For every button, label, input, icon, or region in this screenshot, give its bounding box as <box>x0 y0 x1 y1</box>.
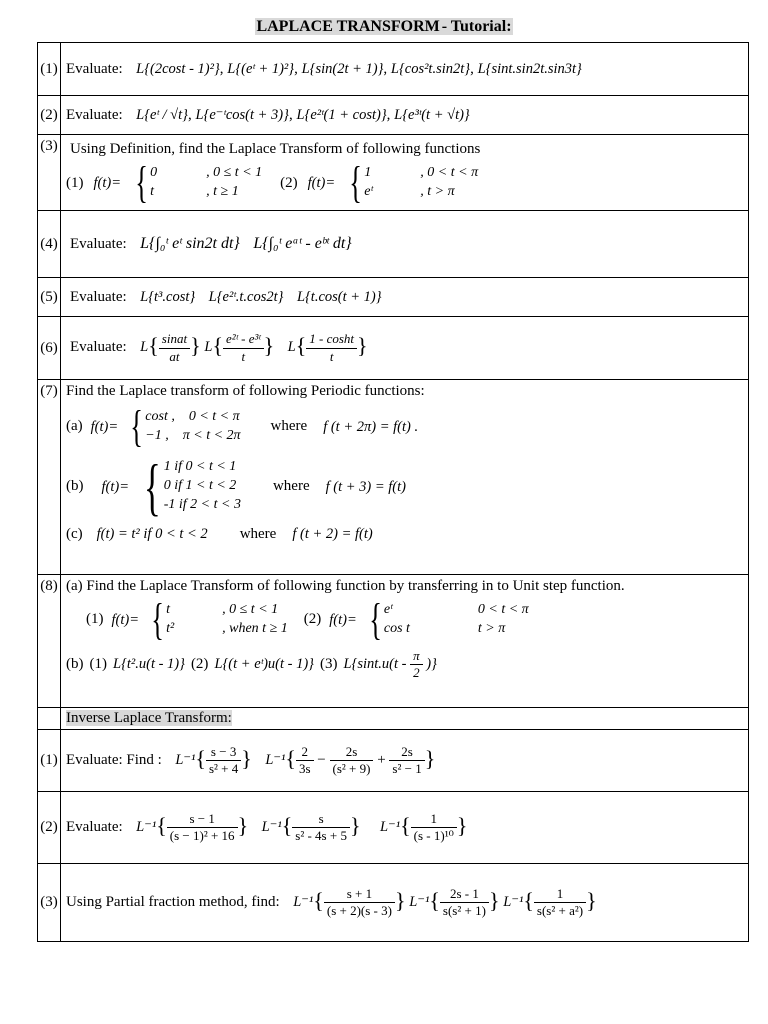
inverse-operator: L⁻¹ <box>293 893 314 910</box>
math-expr: L{sint.sin2t.sin3t} <box>477 60 582 77</box>
case-range: , 0 ≤ t < 1 <box>206 164 263 180</box>
brace-icon: { <box>143 450 161 522</box>
row-content <box>61 792 749 864</box>
brace-icon: { <box>523 887 534 913</box>
math-expr: L{(eᵗ + 1)²} <box>227 60 295 77</box>
fraction: $\frac{1 - \cosh t}{t}$ <box>306 331 357 365</box>
piecewise-function <box>345 157 479 207</box>
page-title <box>0 18 768 36</box>
brace-icon: } <box>394 887 406 913</box>
brace-icon: { <box>130 401 144 451</box>
case-value: 1 <box>364 164 372 180</box>
function-lhs: f(t)= <box>90 418 119 435</box>
math-expr: L{(2cost - 1)²} <box>136 60 220 77</box>
brace-icon: { <box>151 594 164 644</box>
fraction: $\frac{2s}{\text{(s² + 9)}}$ <box>330 744 374 778</box>
where-text: where <box>270 418 308 435</box>
fraction: $\frac{1}{\text{(s - 1)¹⁰}}$ <box>411 811 457 845</box>
sub-label: (2) <box>303 611 322 628</box>
brace-icon: } <box>357 333 368 359</box>
row-content <box>61 135 749 211</box>
row-label: Evaluate: <box>66 60 123 77</box>
sub-label: (b) <box>66 656 84 673</box>
sub-label: (a) <box>66 418 83 435</box>
laplace-operator: L <box>204 339 213 356</box>
row-text: Find the Laplace transform of following Periodic functions: <box>66 383 425 399</box>
piecewise-function: { t , 0 ≤ t < 1 t² , when t ≥ 1 <box>151 594 288 644</box>
sub-label: (1) <box>89 656 107 673</box>
row-text: (a) Find the Laplace Transform of following function by transferring in to Unit step function. <box>66 578 625 594</box>
sub-label: (2) <box>280 174 298 191</box>
case-range: , t ≥ 1 <box>206 183 239 199</box>
row-content <box>61 211 749 278</box>
function-lhs: f(t)= <box>111 611 139 628</box>
title-main: LAPLACE TRANSFORM <box>256 18 440 35</box>
piecewise-function: { cost , 0 < t < π −1 , π < t < 2π <box>130 401 241 451</box>
table-row <box>38 864 749 942</box>
brace-icon: } <box>424 745 436 771</box>
row-label: Evaluate: <box>70 236 127 252</box>
tutorial-table <box>37 42 749 942</box>
brace-icon: { <box>295 333 307 359</box>
inverse-operator: L⁻¹ <box>409 893 430 910</box>
row-content <box>61 380 749 575</box>
row-content: Evaluate: L{eᵗ / √t}, L{e⁻ᵗcos(t + 3)}, L{e²ᵗ(1 + cost)}, L{e³ᵗ(t + √t)} <box>61 96 749 135</box>
case-value: eᵗ <box>364 183 373 199</box>
row-number: (6) <box>38 317 61 380</box>
brace-icon: { <box>281 812 293 838</box>
laplace-operator: L <box>140 339 149 356</box>
case-value: t <box>150 183 155 199</box>
function-lhs: f(t)= <box>329 611 357 628</box>
table-row <box>38 211 749 278</box>
brace-icon: { <box>135 157 148 207</box>
row-number: (5) <box>38 278 61 317</box>
piecewise-function: { eᵗ 0 < t < π cos t t > π <box>368 594 529 644</box>
brace-icon: } <box>349 812 361 838</box>
row-label: Evaluate: <box>70 339 127 356</box>
where-text: where <box>239 525 277 542</box>
row-label: Evaluate: <box>70 288 127 305</box>
math-expr: L{e²ᵗ(1 + cost)} <box>296 106 387 123</box>
row-number: (8) <box>38 575 61 708</box>
row-content <box>61 317 749 380</box>
row-number: (2) <box>38 96 61 135</box>
brace-icon: } <box>586 887 597 913</box>
table-row <box>38 708 749 730</box>
table-row <box>38 380 749 575</box>
row-number: (2) <box>38 792 61 864</box>
inverse-operator: L⁻¹ <box>175 751 196 768</box>
row-number: (1) <box>38 730 61 792</box>
sub-label: (1) <box>86 611 104 628</box>
math-expr: f(t) = t² if 0 < t < 2 <box>96 526 208 543</box>
row-number: (3) <box>38 864 61 942</box>
math-expr: L{(t + eᵗ)u(t - 1)} <box>214 656 314 673</box>
brace-icon: { <box>349 157 363 207</box>
math-expr: L{e³ᵗ(t + √t)} <box>394 106 470 123</box>
piecewise-function: { 1 if 0 < t < 1 0 if 1 < t < 2 -1 if 2 < t < 3 <box>143 450 241 522</box>
brace-icon: { <box>285 745 296 771</box>
sub-label: (1) <box>66 174 84 191</box>
brace-icon: } <box>190 333 201 359</box>
brace-icon: { <box>148 333 159 359</box>
brace-icon: } <box>263 333 275 359</box>
where-text: where <box>272 478 310 495</box>
table-row <box>38 43 749 96</box>
function-lhs: f(t)= <box>307 174 336 191</box>
periodicity-condition: f (t + 2π) = f(t) . <box>323 418 419 435</box>
sub-label: (b) <box>66 478 84 495</box>
periodicity-condition: f (t + 2) = f(t) <box>292 526 373 543</box>
brace-icon: } <box>456 812 468 838</box>
periodicity-condition: f (t + 3) = f(t) <box>325 478 406 495</box>
fraction: $\frac{\text{sinat}}{at}$ <box>159 331 190 365</box>
inverse-operator: L⁻¹ <box>265 751 286 768</box>
table-row <box>38 135 749 211</box>
row-content <box>61 708 749 730</box>
row-label: Evaluate: <box>66 106 123 123</box>
row-label: Using Partial fraction method, find: <box>66 893 280 910</box>
math-expr: L{eᵗ / √t} <box>136 106 188 123</box>
sub-label: (2) <box>190 656 209 673</box>
sub-label: (3) <box>319 656 338 673</box>
brace-icon: } <box>488 887 500 913</box>
math-expr: L{∫₀ᵗ eᵗ sin2t dt} <box>140 235 240 252</box>
brace-icon: } <box>237 812 249 838</box>
math-expr: L{t².u(t - 1)} <box>113 656 185 673</box>
fraction: $\frac{2s - 1}{\text{s(s² + 1)}}$ <box>440 886 489 920</box>
inverse-operator: L⁻¹ <box>261 818 282 835</box>
math-expr: L{t³.cost} <box>140 288 196 305</box>
row-label: Evaluate: <box>66 818 123 835</box>
table-row <box>38 730 749 792</box>
row-number: (4) <box>38 211 61 278</box>
laplace-operator: L <box>287 339 296 356</box>
fraction: $\frac{2}{3s}$ <box>296 744 314 778</box>
row-content <box>61 864 749 942</box>
table-row <box>38 278 749 317</box>
case-range: , 0 < t < π <box>420 164 479 180</box>
row-number <box>38 708 61 730</box>
row-content: Evaluate: L{(2cost - 1)²}, L{(eᵗ + 1)²}, L{sin(2t + 1)}, L{cos²t.sin2t}, L{sint.sin2t.sin3t} <box>61 43 749 96</box>
row-content <box>61 575 749 708</box>
fraction: $\frac{s - 1}{\text{(s − 1)² + 16}}$ <box>167 811 238 845</box>
brace-icon: { <box>212 333 224 359</box>
fraction: $\frac{s - 3}{\text{s² + 4}}$ <box>206 744 241 778</box>
math-expr: L{e⁻ᵗcos(t + 3)} <box>195 106 289 123</box>
brace-icon: { <box>400 812 411 838</box>
row-content <box>61 278 749 317</box>
fraction: $\frac{s}{\text{s² - 4s + 5}}$ <box>292 811 350 845</box>
brace-icon: { <box>313 887 324 913</box>
function-lhs: f(t)= <box>93 174 121 191</box>
fraction: $\frac{2s}{\text{s² − 1}}$ <box>389 744 424 778</box>
table-row <box>38 96 749 135</box>
row-number: (7) <box>38 380 61 575</box>
piecewise-function <box>131 157 263 207</box>
function-lhs: f(t)= <box>101 478 129 495</box>
row-label: Evaluate: Find : <box>66 751 162 768</box>
inverse-operator: L⁻¹ <box>503 893 524 910</box>
brace-icon: } <box>241 745 252 771</box>
case-value: 0 <box>150 164 158 180</box>
table-row <box>38 575 749 708</box>
brace-icon: { <box>429 887 440 913</box>
row-number: (3) <box>38 135 61 211</box>
row-number: (1) <box>38 43 61 96</box>
brace-icon: { <box>156 812 167 838</box>
inverse-operator: L⁻¹ <box>136 818 157 835</box>
math-expr: L{cos²t.sin2t} <box>390 60 471 77</box>
sub-label: (c) <box>66 525 83 542</box>
fraction: $\frac{\text{e²ᵗ - e³ᵗ}}{t}$ <box>223 331 264 365</box>
brace-icon: { <box>195 745 206 771</box>
table-row <box>38 792 749 864</box>
math-expr: L{sint.u(t - $\frac{\pi}{2}$ )} <box>343 647 437 680</box>
fraction: $\frac{s + 1}{(s + 2)(s - 3)}$ <box>324 886 395 920</box>
math-expr: L{sin(2t + 1)} <box>301 60 384 77</box>
case-range: , t > π <box>420 183 455 199</box>
row-text: Using Definition, find the Laplace Transform of following functions <box>70 141 481 158</box>
math-expr: L{t.cos(t + 1)} <box>296 288 382 305</box>
math-expr: L{∫₀ᵗ eᵃᵗ - eᵇᵗ dt} <box>253 235 352 252</box>
math-expr: L{e²ᵗ.t.cos2t} <box>208 288 284 305</box>
section-heading: Inverse Laplace Transform: <box>66 710 232 727</box>
fraction: $\frac{1}{\text{s(s² + a²)}}$ <box>534 886 586 920</box>
table-row <box>38 317 749 380</box>
row-content: Evaluate: Find : L⁻¹{ $\frac{s - 3}{\text{s² + 4}}$ } L⁻¹{ $\frac{2}{3s}$ − $\frac{2s}{\text{(s² + 9)}}$ + $\frac{2s}{\text{s² − 1}}$ } <box>61 730 749 792</box>
inverse-operator: L⁻¹ <box>380 818 401 835</box>
title-suffix: - Tutorial: <box>441 18 512 35</box>
brace-icon: { <box>368 594 382 644</box>
